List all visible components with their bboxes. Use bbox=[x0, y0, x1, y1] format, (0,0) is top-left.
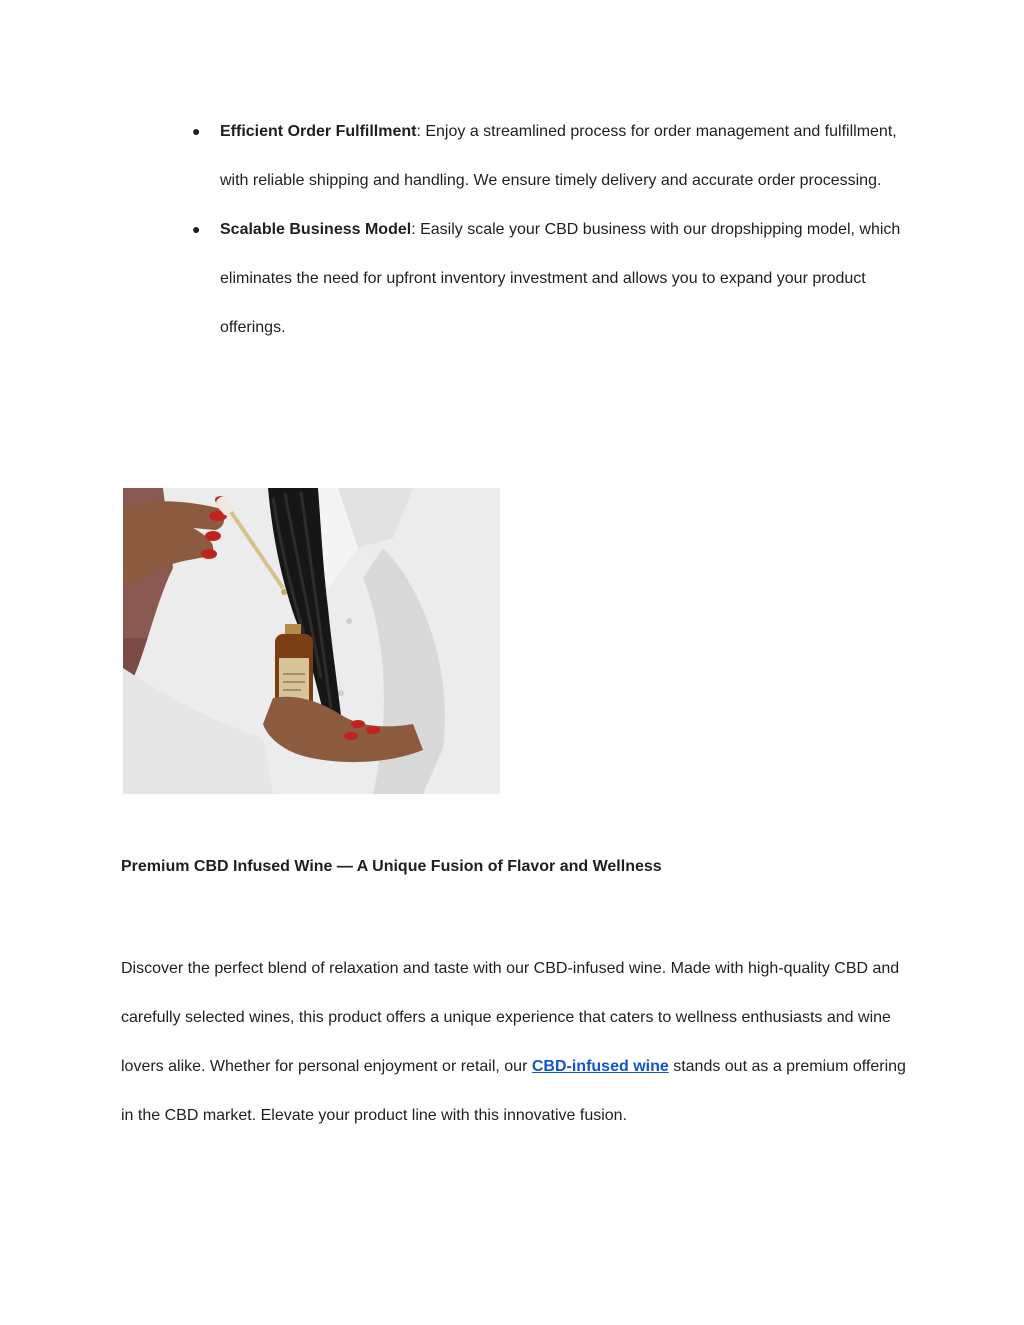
nail bbox=[366, 726, 380, 734]
dropper-drop bbox=[281, 589, 287, 595]
bullet-text: : Easily scale your CBD business with our dropshipping model, which eliminates the need for upfront inventory investment and allows you to expand your product offerings. bbox=[220, 221, 901, 336]
paragraph-text: Discover the perfect blend of relaxation and taste with our CBD-infused wine. Made with high-quality CBD and carefully selected wines, this product offers a unique experience that caters to wellness enthusiasts and wine lovers alike. Whether for personal enjoyment or retail, our bbox=[121, 960, 900, 1075]
bullet-dot-icon: ● bbox=[192, 221, 201, 237]
bullet-scalable-business-model bbox=[186, 205, 916, 352]
bullet-efficient-order-fulfillment bbox=[186, 107, 916, 205]
cbd-oil-product-photo bbox=[123, 488, 500, 794]
nail bbox=[201, 549, 217, 559]
bullet-dot-icon: ● bbox=[192, 123, 201, 139]
nail bbox=[344, 732, 358, 740]
shirt-button bbox=[346, 618, 352, 624]
bullet-title: Scalable Business Model bbox=[220, 221, 412, 238]
nail bbox=[351, 720, 365, 728]
cbd-infused-wine-link[interactable]: CBD-infused wine bbox=[531, 1058, 669, 1075]
feature-bullet-list bbox=[186, 107, 916, 352]
bullet-title: Efficient Order Fulfillment bbox=[220, 123, 417, 140]
bullet-text: : Enjoy a streamlined process for order management and fulfillment, with reliable shipping and handling. We ensure timely delivery and accurate order processing. bbox=[220, 123, 897, 189]
nail bbox=[205, 531, 221, 541]
shirt-button bbox=[338, 690, 344, 696]
section-paragraph bbox=[121, 944, 911, 1140]
paragraph-text: stands out as a premium offering in the CBD market. Elevate your product line with this innovative fusion. bbox=[121, 1058, 906, 1124]
section-heading: Premium CBD Infused Wine — A Unique Fusion of Flavor and Wellness bbox=[121, 858, 662, 875]
